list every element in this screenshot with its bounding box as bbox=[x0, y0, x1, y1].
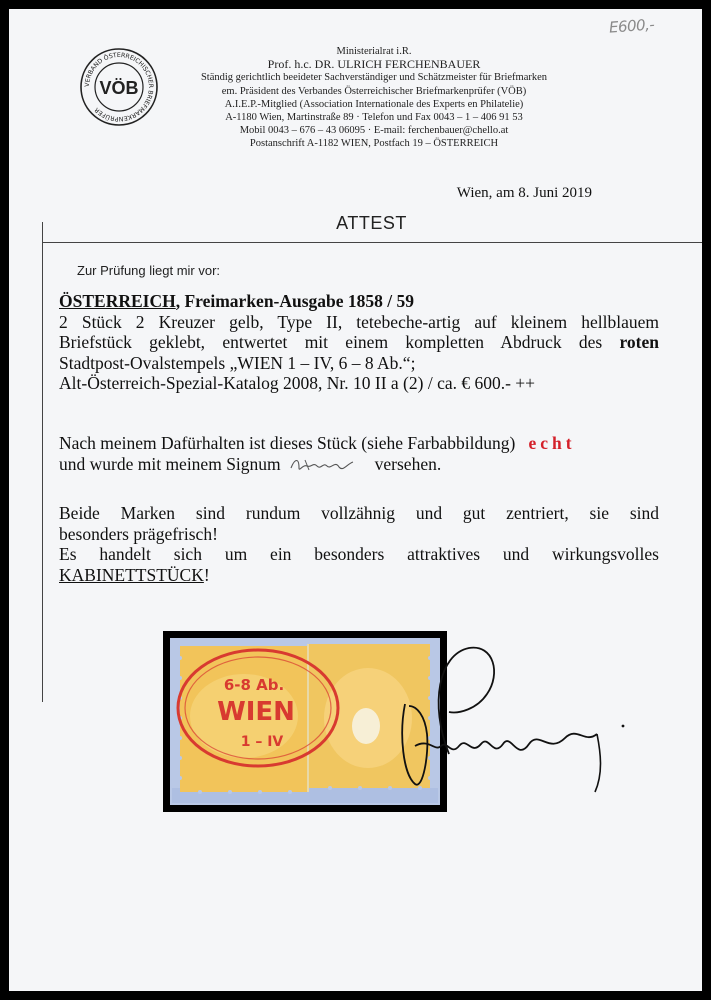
red-emphasis: roten bbox=[619, 332, 659, 352]
description-line: Stadtpost-Ovalstempels „WIEN 1 – IV, 6 – 8 Ab.“; bbox=[59, 352, 416, 373]
expert-name: Prof. h.c. DR. ULRICH FERCHENBAUER bbox=[267, 57, 481, 72]
remarks-line: KABINETTSTÜCK! bbox=[59, 564, 210, 585]
issue-name: , Freimarken-Ausgabe 1858 / 59 bbox=[175, 291, 415, 311]
svg-text:WIEN: WIEN bbox=[217, 697, 295, 727]
letterhead-line: A-1180 Wien, Martinstraße 89 · Telefon und Fax 0043 – 1 – 406 91 53 bbox=[225, 112, 523, 124]
remarks-line: Es handelt sich um ein besonders attraktives und wirkungsvolles bbox=[59, 544, 659, 564]
remarks bbox=[59, 503, 659, 585]
margin-line-horizontal bbox=[42, 242, 702, 243]
remarks-line: Beide Marken sind rundum vollzähnig und gut zentriert, sie sind bbox=[59, 503, 659, 523]
margin-line-vertical bbox=[42, 222, 43, 702]
svg-text:6-8 Ab.: 6-8 Ab. bbox=[223, 676, 285, 694]
svg-text:1 – IV: 1 – IV bbox=[240, 734, 284, 750]
cabinet-piece-label: KABINETTSTÜCK bbox=[59, 564, 204, 585]
genuine-mark: echt bbox=[528, 433, 576, 453]
opinion-line: Nach meinem Dafürhalten ist dieses Stück (siehe Farbabbildung) echt bbox=[59, 433, 576, 453]
expert-signature-icon bbox=[389, 634, 629, 814]
catalog-line: Alt-Österreich-Spezial-Katalog 2008, Nr. 10 II a (2) / ca. € 600.- ++ bbox=[59, 373, 536, 393]
letterhead-line: A.I.E.P.-Mitglied (Association Internationale des Experts en Philatelie) bbox=[224, 98, 524, 110]
small-signature-icon bbox=[287, 454, 357, 476]
description-line: Briefstück geklebt, entwertet mit einem kompletten Abdruck des roten bbox=[59, 332, 659, 352]
letterhead-line: Ministerialrat i.R. bbox=[336, 46, 412, 57]
issue-heading bbox=[59, 291, 659, 312]
certificate-title: ATTEST bbox=[336, 213, 407, 233]
opinion-statement bbox=[59, 433, 659, 476]
description-line: 2 Stück 2 Kreuzer gelb, Type II, tetebeche-artig auf kleinem hellblauem bbox=[59, 311, 659, 332]
svg-text:VERBAND ÖSTERREICHISCHER BRIEF: VERBAND ÖSTERREICHISCHER BRIEFMARKENPRÜFER bbox=[83, 51, 155, 123]
voeb-seal-logo bbox=[79, 47, 159, 127]
certificate-sheet bbox=[9, 9, 702, 991]
letterhead-line: Postanschrift A-1182 WIEN, Postfach 19 – ÖSTERREICH bbox=[249, 138, 499, 150]
opinion-line: und wurde mit meinem Signum versehen. bbox=[59, 454, 659, 477]
letterhead-line: em. Präsident des Verbandes Österreichischer Briefmarkenprüfer (VÖB) bbox=[221, 85, 527, 97]
letterhead bbox=[159, 45, 589, 151]
intro-text: Zur Prüfung liegt mir vor: bbox=[77, 263, 221, 278]
country-name: ÖSTERREICH bbox=[59, 291, 176, 311]
item-description bbox=[59, 291, 659, 394]
certificate-date: Wien, am 8. Juni 2019 bbox=[456, 185, 592, 201]
letterhead-line: Mobil 0043 – 676 – 43 06095 · E-mail: ferchenbauer@chello.at bbox=[239, 125, 509, 137]
remarks-line: besonders prägefrisch! bbox=[59, 523, 218, 544]
letterhead-line: Ständig gerichtlich beeideter Sachverständiger und Schätzmeister für Briefmarken bbox=[200, 72, 548, 84]
pencil-price-note: E600,- bbox=[608, 15, 655, 37]
svg-text:VÖB: VÖB bbox=[99, 78, 139, 98]
